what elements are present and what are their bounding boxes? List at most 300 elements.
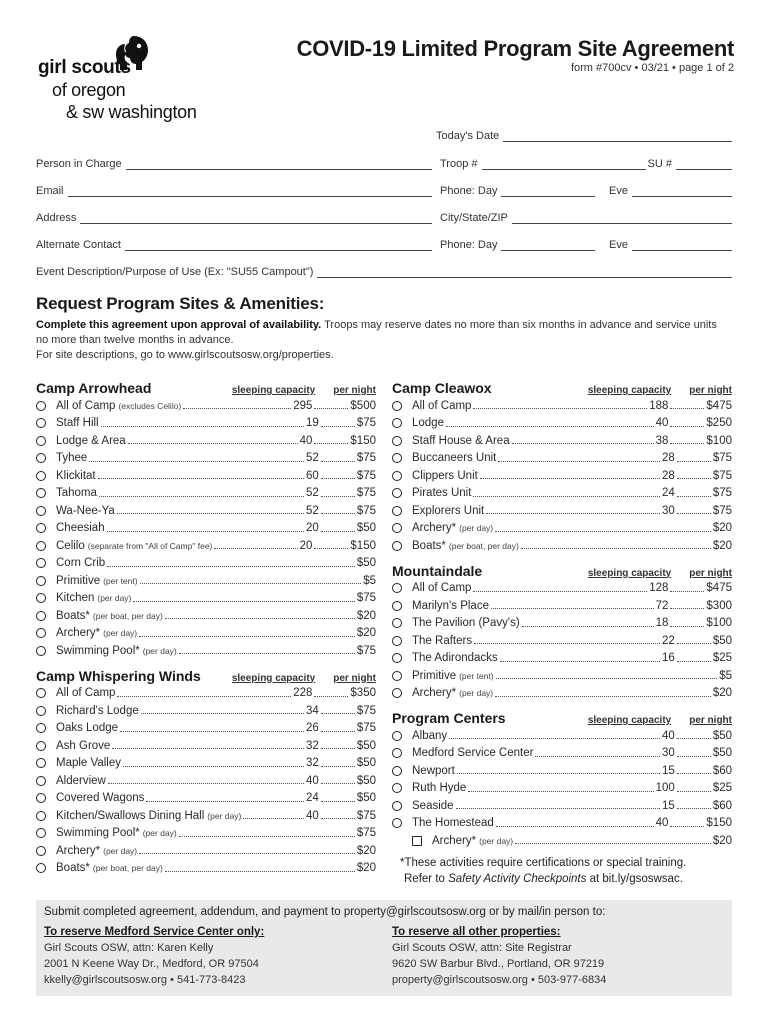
site-name: Primitive: [412, 669, 457, 682]
leader-dots: [179, 826, 355, 837]
site-capacity: 34: [306, 704, 319, 717]
leader-dots: [480, 468, 660, 479]
leader-dots: [670, 433, 704, 444]
submission-footer: [36, 900, 732, 996]
city-state-zip-label: City/State/ZIP: [440, 212, 508, 224]
footer-left-line2: 2001 N Keene Way Dr., Medford, OR 97504: [44, 958, 259, 970]
radio-bullet[interactable]: [36, 741, 46, 751]
footnote-line2-post: at bit.ly/gsoswsac.: [586, 873, 683, 885]
footnote-line2-em: Safety Activity Checkpoints: [448, 873, 587, 885]
radio-bullet[interactable]: [36, 628, 46, 638]
site-price: $475: [706, 582, 732, 595]
camp-header: [392, 378, 732, 396]
site-capacity: 22: [662, 634, 675, 647]
leader-dots: [500, 651, 660, 662]
site-capacity: 18: [655, 617, 669, 630]
leader-dots: [321, 521, 355, 532]
site-capacity: 60: [306, 469, 319, 482]
leader-dots: [321, 791, 355, 802]
email-line[interactable]: [68, 186, 432, 197]
site-row: [36, 607, 376, 625]
site-price: $50: [356, 557, 376, 570]
leader-dots: [677, 781, 711, 792]
todays-date-field[interactable]: [436, 128, 732, 142]
site-price: $75: [356, 722, 376, 735]
site-price: $25: [712, 782, 732, 795]
site-row: [36, 790, 376, 808]
alternate-contact-label: Alternate Contact: [36, 239, 121, 251]
phone-field-1[interactable]: [440, 183, 732, 197]
site-name: Archery*: [432, 834, 477, 847]
person-in-charge-line[interactable]: [126, 159, 432, 170]
site-price: $5: [363, 574, 376, 587]
leader-dots: [456, 798, 660, 809]
site-capacity: 20: [299, 539, 313, 552]
radio-bullet[interactable]: [392, 766, 402, 776]
radio-bullet[interactable]: [392, 653, 402, 663]
radio-bullet[interactable]: [36, 706, 46, 716]
radio-bullet[interactable]: [392, 688, 402, 698]
leader-dots: [677, 451, 711, 462]
radio-bullet[interactable]: [392, 801, 402, 811]
site-name: Richard's Lodge: [56, 704, 139, 717]
site-price: $50: [356, 774, 376, 787]
camp-name: Camp Arrowhead: [36, 380, 152, 396]
site-name: All of Camp: [56, 687, 116, 700]
leader-dots: [123, 756, 304, 767]
site-name: Archery*: [56, 844, 101, 857]
site-name: Lodge & Area: [56, 434, 126, 447]
site-capacity: 40: [306, 809, 319, 822]
capacity-header: sleeping capacity: [587, 567, 672, 579]
radio-bullet[interactable]: [392, 418, 402, 428]
radio-bullet[interactable]: [36, 811, 46, 821]
leader-dots: [670, 616, 704, 627]
footer-right-line2: 9620 SW Barbur Blvd., Portland, OR 97219: [392, 958, 605, 970]
site-row: [392, 727, 732, 745]
camp-name: Camp Cleawox: [392, 380, 492, 396]
site-capacity: 28: [662, 452, 675, 465]
logo-text-line1: girl scouts: [38, 57, 131, 78]
footer-right-line3: property@girlscoutsosw.org • 503-977-6834: [392, 974, 607, 986]
site-capacity: 128: [649, 582, 669, 595]
site-capacity: 228: [293, 687, 313, 700]
footer-top: Submit completed agreement, addendum, and payment to property@girlscoutsosw.org or by mail/in person to:: [44, 906, 606, 918]
site-price: $250: [706, 417, 732, 430]
site-row: [36, 397, 376, 415]
site-row: [36, 555, 376, 573]
site-name: Celilo: [56, 539, 85, 552]
site-name: All of Camp: [412, 399, 472, 412]
site-row: [36, 485, 376, 503]
intro-line2: For site descriptions, go to www.girlscoutsosw.org/properties.: [36, 349, 334, 361]
site-capacity: 32: [306, 757, 319, 770]
site-name: Alderview: [56, 774, 106, 787]
site-note: (per tent): [103, 575, 138, 586]
radio-bullet[interactable]: [36, 593, 46, 603]
leader-dots: [321, 738, 355, 749]
site-name: Covered Wagons: [56, 792, 145, 805]
leader-dots: [139, 626, 355, 637]
radio-bullet[interactable]: [36, 401, 46, 411]
site-capacity: 16: [662, 652, 675, 665]
radio-bullet[interactable]: [36, 776, 46, 786]
leader-dots: [133, 591, 354, 602]
site-capacity: 72: [655, 599, 669, 612]
event-description-field[interactable]: [36, 264, 732, 278]
troop-label: Troop #: [440, 158, 478, 170]
site-price: $50: [356, 522, 376, 535]
site-name: Swimming Pool*: [56, 644, 140, 657]
radio-bullet[interactable]: [36, 828, 46, 838]
site-price: $100: [706, 434, 732, 447]
leader-dots: [468, 781, 653, 792]
leader-dots: [677, 746, 711, 757]
site-name: Archery*: [412, 522, 457, 535]
radio-bullet[interactable]: [392, 523, 402, 533]
site-row: [36, 467, 376, 485]
radio-bullet[interactable]: [36, 453, 46, 463]
radio-bullet[interactable]: [36, 523, 46, 533]
site-row: [392, 632, 732, 650]
leader-dots: [522, 616, 654, 627]
email-label: Email: [36, 185, 64, 197]
radio-bullet[interactable]: [392, 506, 402, 516]
phone-day-line-1[interactable]: [501, 186, 595, 197]
site-name: Oaks Lodge: [56, 722, 119, 735]
address-field[interactable]: [36, 210, 432, 224]
site-capacity: 38: [655, 434, 669, 447]
radio-bullet[interactable]: [36, 688, 46, 698]
site-name: All of Camp: [56, 399, 116, 412]
eve-label-1: Eve: [609, 185, 628, 197]
site-row: [392, 597, 732, 615]
radio-bullet[interactable]: [392, 731, 402, 741]
radio-bullet[interactable]: [36, 488, 46, 498]
leader-dots: [243, 808, 304, 819]
site-price: $20: [712, 687, 732, 700]
radio-bullet[interactable]: [36, 793, 46, 803]
footnote-line1: *These activities require certifications or special training.: [400, 857, 687, 869]
radio-bullet[interactable]: [392, 488, 402, 498]
site-row: [392, 397, 732, 415]
site-name: Tyhee: [56, 452, 88, 465]
site-price: $75: [356, 417, 376, 430]
site-row: [392, 467, 732, 485]
site-row: [36, 807, 376, 825]
leader-dots: [321, 486, 355, 497]
site-row: [36, 537, 376, 555]
radio-bullet[interactable]: [392, 618, 402, 628]
leader-dots: [496, 668, 718, 679]
site-name: Boats*: [412, 539, 446, 552]
site-price: $20: [712, 834, 732, 847]
site-name: Pirates Unit: [412, 487, 472, 500]
address-line[interactable]: [80, 213, 432, 224]
radio-bullet[interactable]: [36, 436, 46, 446]
camp-header: [392, 561, 732, 579]
site-price: $20: [356, 609, 376, 622]
site-price: $20: [356, 844, 376, 857]
site-row: [392, 415, 732, 433]
leader-dots: [670, 416, 704, 427]
site-note: (separate from "All of Camp" fee): [87, 540, 213, 551]
site-note: (per day): [142, 645, 177, 656]
intro-rest: Troops may reserve dates no more than six months in advance and service units no more than twelve months in advance.: [36, 319, 717, 346]
site-name: Boats*: [56, 862, 90, 875]
site-capacity: 100: [655, 782, 675, 795]
site-price: $300: [706, 599, 732, 612]
radio-bullet[interactable]: [392, 471, 402, 481]
site-price: $75: [356, 487, 376, 500]
radio-bullet[interactable]: [392, 453, 402, 463]
leader-dots: [98, 468, 304, 479]
site-row: [392, 650, 732, 668]
phone-day-line-2[interactable]: [501, 240, 595, 251]
radio-bullet[interactable]: [36, 471, 46, 481]
su-line[interactable]: [676, 159, 732, 170]
leader-dots: [473, 486, 660, 497]
site-capacity: 32: [306, 739, 319, 752]
site-row: [392, 502, 732, 520]
leader-dots: [670, 581, 704, 592]
site-name: Tahoma: [56, 487, 97, 500]
site-name: The Homestead: [412, 817, 494, 830]
site-row: [392, 450, 732, 468]
site-name: The Pavilion (Pavy's): [412, 617, 520, 630]
site-price: $75: [712, 504, 732, 517]
site-capacity: 19: [306, 417, 319, 430]
radio-bullet[interactable]: [392, 636, 402, 646]
site-name: Archery*: [412, 687, 457, 700]
site-name: Seaside: [412, 799, 454, 812]
site-name: Boats*: [56, 609, 90, 622]
radio-bullet[interactable]: [36, 506, 46, 516]
todays-date-line[interactable]: [503, 131, 732, 142]
leader-dots: [491, 598, 654, 609]
radio-bullet[interactable]: [392, 783, 402, 793]
phone-field-2[interactable]: [440, 237, 732, 251]
site-price: $20: [712, 522, 732, 535]
capacity-header: sleeping capacity: [587, 715, 672, 726]
alternate-contact-line[interactable]: [125, 240, 432, 251]
radio-bullet[interactable]: [36, 541, 46, 551]
leader-dots: [449, 728, 660, 739]
site-capacity: 188: [649, 399, 669, 412]
radio-bullet[interactable]: [392, 436, 402, 446]
site-capacity: 30: [662, 504, 675, 517]
site-price: $350: [350, 687, 376, 700]
site-capacity: 26: [306, 722, 319, 735]
footer-left-line3: kkelly@girlscoutsosw.org • 541-773-8423: [44, 974, 246, 986]
site-row: [392, 615, 732, 633]
leader-dots: [457, 763, 660, 774]
footer-right-heading: To reserve all other properties:: [392, 926, 561, 938]
leader-dots: [677, 728, 711, 739]
radio-bullet[interactable]: [36, 758, 46, 768]
leader-dots: [535, 746, 660, 757]
city-state-zip-field[interactable]: [440, 210, 732, 224]
site-price: $25: [712, 652, 732, 665]
radio-bullet[interactable]: [36, 558, 46, 568]
site-row: [392, 745, 732, 763]
site-row: [36, 590, 376, 608]
footnote-line2: [400, 871, 740, 887]
form-info: form #700cv • 03/21 • page 1 of 2: [570, 62, 734, 74]
leader-dots: [474, 633, 660, 644]
site-note: (per day): [97, 593, 132, 604]
troop-su-field[interactable]: [440, 156, 732, 170]
leader-dots: [321, 721, 355, 732]
site-row: [36, 450, 376, 468]
leader-dots: [314, 433, 348, 444]
leader-dots: [314, 538, 348, 549]
site-row: [36, 702, 376, 720]
site-capacity: 40: [306, 774, 319, 787]
leader-dots: [670, 598, 704, 609]
site-capacity: 15: [662, 799, 675, 812]
leader-dots: [677, 503, 711, 514]
site-row: [36, 572, 376, 590]
leader-dots: [321, 468, 355, 479]
radio-bullet[interactable]: [392, 671, 402, 681]
site-price: $75: [712, 487, 732, 500]
site-row: [392, 520, 732, 538]
site-price: $475: [706, 399, 732, 412]
site-row: [392, 667, 732, 685]
leader-dots: [89, 451, 304, 462]
event-description-label: Event Description/Purpose of Use (Ex: "SU55 Campout"): [36, 266, 314, 278]
radio-bullet[interactable]: [392, 748, 402, 758]
leader-dots: [139, 843, 355, 854]
site-price: $50: [356, 757, 376, 770]
site-name: Lodge: [412, 417, 444, 430]
site-row: [392, 485, 732, 503]
leader-dots: [117, 686, 291, 697]
site-capacity: 24: [662, 487, 675, 500]
eve-line-1[interactable]: [632, 186, 732, 197]
radio-bullet[interactable]: [36, 646, 46, 656]
radio-bullet[interactable]: [392, 583, 402, 593]
leader-dots: [321, 756, 355, 767]
leader-dots: [101, 416, 304, 427]
email-field[interactable]: [36, 183, 432, 197]
site-row: [392, 432, 732, 450]
site-capacity: 28: [662, 469, 675, 482]
leader-dots: [677, 486, 711, 497]
site-price: $75: [356, 809, 376, 822]
site-row: [392, 832, 732, 850]
site-price: $100: [706, 617, 732, 630]
site-price: $75: [712, 452, 732, 465]
radio-bullet[interactable]: [36, 576, 46, 586]
leader-dots: [677, 633, 711, 644]
su-label: SU #: [647, 158, 672, 170]
site-price: $50: [712, 747, 732, 760]
leader-dots: [670, 816, 704, 827]
radio-bullet[interactable]: [392, 818, 402, 828]
site-note: (per day): [142, 828, 177, 839]
camp-header: [392, 708, 732, 726]
site-row: [36, 720, 376, 738]
section-intro: [36, 318, 726, 363]
leader-dots: [677, 798, 711, 809]
site-name: Primitive: [56, 574, 101, 587]
site-name: Staff House & Area: [412, 434, 510, 447]
event-description-line[interactable]: [317, 267, 732, 278]
site-name: Klickitat: [56, 469, 96, 482]
site-note: (per day): [207, 810, 242, 821]
camp-header: [36, 378, 376, 396]
radio-bullet[interactable]: [36, 418, 46, 428]
footer-right: [392, 924, 722, 988]
left-camp-column: [36, 378, 376, 877]
site-row: [36, 860, 376, 878]
site-row: [36, 415, 376, 433]
leader-dots: [141, 703, 304, 714]
troop-line[interactable]: [482, 159, 646, 170]
site-price: $50: [712, 634, 732, 647]
site-price: $20: [712, 539, 732, 552]
site-note: (per boat, per day): [92, 863, 163, 874]
leader-dots: [321, 451, 355, 462]
camp-name: Mountaindale: [392, 562, 483, 579]
eve-line-2[interactable]: [632, 240, 732, 251]
site-name: Archery*: [56, 627, 101, 640]
site-row: [36, 825, 376, 843]
site-price: $75: [356, 704, 376, 717]
site-name: Marilyn's Place: [412, 599, 489, 612]
site-price: $20: [356, 862, 376, 875]
radio-bullet[interactable]: [36, 846, 46, 856]
site-price: $75: [356, 452, 376, 465]
address-label: Address: [36, 212, 77, 224]
site-capacity: 52: [306, 452, 319, 465]
footer-left: [44, 924, 374, 988]
site-row: [392, 797, 732, 815]
alternate-contact-field[interactable]: [36, 237, 432, 251]
footer-right-line1: Girl Scouts OSW, attn: Site Registrar: [392, 942, 572, 954]
site-price: $75: [356, 469, 376, 482]
camp-name: Program Centers: [392, 710, 506, 726]
per-night-header: per night: [333, 672, 376, 684]
site-name: Buccaneers Unit: [412, 452, 497, 465]
leader-dots: [314, 686, 348, 697]
leader-dots: [321, 703, 355, 714]
radio-bullet[interactable]: [392, 541, 402, 551]
site-note: (per boat, per day): [448, 540, 519, 551]
footer-left-line1: Girl Scouts OSW, attn: Karen Kelly: [44, 942, 214, 954]
radio-bullet[interactable]: [36, 611, 46, 621]
radio-bullet[interactable]: [392, 601, 402, 611]
site-note: (per day): [459, 523, 494, 534]
site-row: [36, 737, 376, 755]
person-in-charge-field[interactable]: [36, 156, 432, 170]
site-name: Medford Service Center: [412, 747, 534, 760]
site-capacity: 52: [306, 504, 319, 517]
site-note: (per boat, per day): [92, 610, 163, 621]
logo-text-line2: of oregon: [52, 80, 126, 100]
radio-bullet[interactable]: [392, 401, 402, 411]
site-price: $75: [356, 644, 376, 657]
city-state-zip-line[interactable]: [512, 213, 732, 224]
site-capacity: 30: [662, 747, 675, 760]
leader-dots: [214, 538, 297, 549]
radio-bullet[interactable]: [36, 863, 46, 873]
checkbox[interactable]: [412, 836, 422, 846]
leader-dots: [140, 573, 362, 584]
radio-bullet[interactable]: [36, 723, 46, 733]
